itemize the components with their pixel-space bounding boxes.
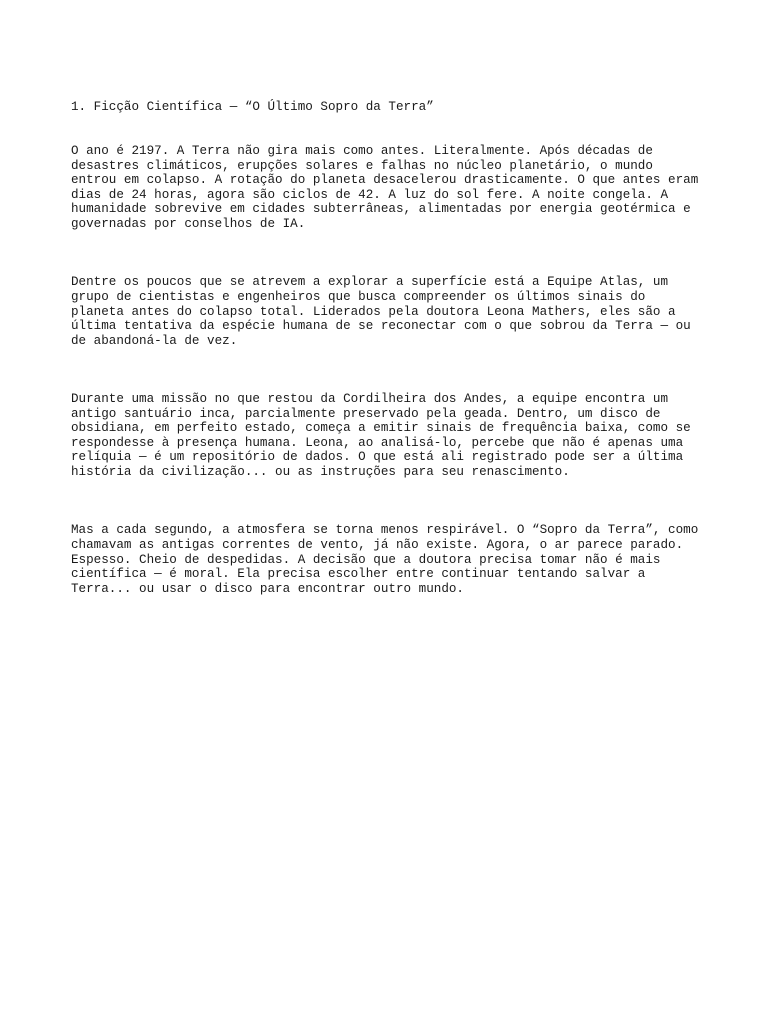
document-body [71, 71, 711, 626]
paragraph-1: O ano é 2197. A Terra não gira mais como antes. Literalmente. Após décadas de desastres climáticos, erupções solares e falhas no núcleo planetário, o mundo entrou em colapso. A rotação do planeta desacelerou drasticamente. O que antes eram dias de 24 horas, agora são ciclos de 42. A luz do sol fere. A noite congela. A humanidade sobrevive em cidades subterrâneas, alimentadas por energia geotérmica e governadas por conselhos de IA. [71, 143, 699, 231]
section-heading: 1. Ficção Científica — “O Último Sopro da Terra” [71, 100, 434, 115]
paragraph-3: Durante uma missão no que restou da Cordilheira dos Andes, a equipe encontra um antigo santuário inca, parcialmente preservado pela geada. Dentro, um disco de obsidiana, em perfeito estado, começa a emitir sinais de frequência baixa, como se respondesse à presença humana. Leona, ao analisá-lo, percebe que não é apenas uma relíquia — é um repositório de dados. O que está ali registrado pode ser a última história da civilização... ou as instruções para seu renascimento. [71, 392, 691, 480]
paragraph-2: Dentre os poucos que se atrevem a explorar a superfície está a Equipe Atlas, um grupo de cientistas e engenheiros que busca compreender os últimos sinais do planeta antes do colapso total. Liderados pela doutora Leona Mathers, eles são a última tentativa da espécie humana de se reconectar com o que sobrou da Terra — ou de abandoná-la de vez. [71, 275, 691, 348]
paragraph-4: Mas a cada segundo, a atmosfera se torna menos respirável. O “Sopro da Terra”, como chamavam as antigas correntes de vento, já não existe. Agora, o ar parece parado. Espesso. Cheio de despedidas. A decisão que a doutora precisa tomar não é mais científica — é moral. Ela precisa escolher entre continuar tentando salvar a Terra... ou usar o disco para encontrar outro mundo. [71, 523, 699, 596]
